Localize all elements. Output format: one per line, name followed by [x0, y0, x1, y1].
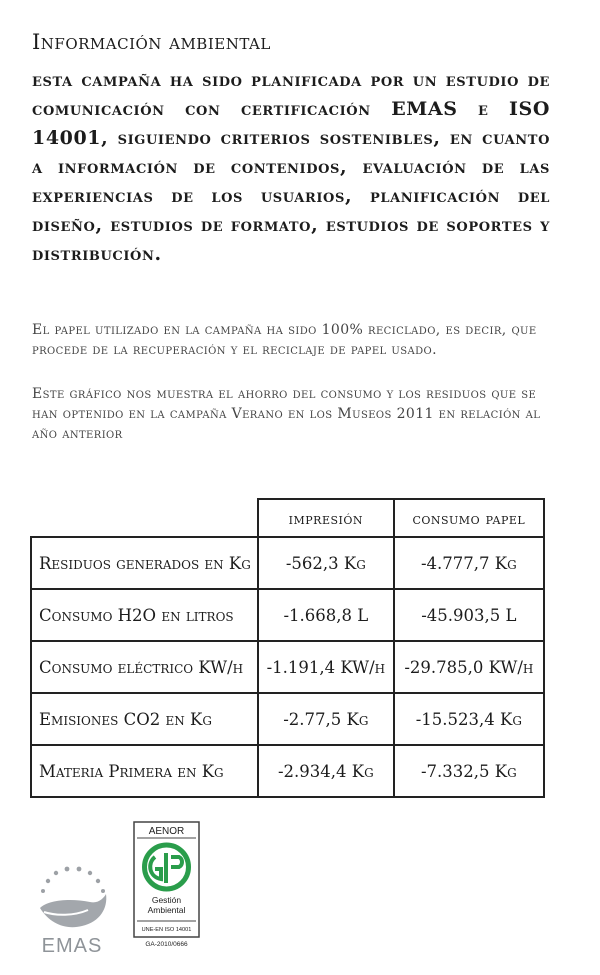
aenor-name: AENOR	[148, 826, 185, 837]
row-label: Consumo H2O en litros	[31, 589, 258, 641]
row-label: Consumo eléctrico KW/h	[31, 641, 258, 693]
aenor-line1: Gestión	[151, 895, 182, 905]
emas-leaf-icon	[40, 894, 106, 927]
intro-paragraph: esta campaña ha sido planificada por un estudio de comunicación con certificación EMAS e ISO 14001, siguiendo criterios sostenibles, en cuanto a información de contenidos, evaluación de las experiencias de los usuarios, planificación del diseño, estudios de formato, estudios de soportes y distribución.	[32, 69, 550, 265]
impresion-value: -2.934,4 Kg	[258, 745, 394, 797]
consumo-value: -45.903,5 L	[394, 589, 544, 641]
impresion-value: -2.77,5 Kg	[258, 693, 394, 745]
table-row	[31, 537, 544, 589]
consumo-value: -29.785,0 KW/h	[394, 641, 544, 693]
aenor-logo	[133, 821, 200, 949]
consumo-value: -15.523,4 Kg	[394, 693, 544, 745]
row-label: Materia Primera en Kg	[31, 745, 258, 797]
emas-logo-text: EMAS	[41, 935, 103, 956]
emas-stars-icon	[41, 867, 105, 893]
impresion-value: -1.191,4 KW/h	[258, 641, 394, 693]
row-label: Emisiones CO2 en Kg	[31, 693, 258, 745]
aenor-line2: Ambiental	[147, 905, 186, 915]
consumo-value: -4.777,7 Kg	[394, 537, 544, 589]
page-title: Información ambiental	[32, 30, 271, 54]
aenor-standard: UNE-EN ISO 14001	[141, 927, 192, 933]
emas-logo	[26, 864, 118, 956]
table-corner-cell	[31, 499, 258, 537]
consumo-value: -7.332,5 Kg	[394, 745, 544, 797]
impresion-value: -1.668,8 L	[258, 589, 394, 641]
recycled-paper-paragraph: El papel utilizado en la campaña ha sido 100% reciclado, es decir, que procede de la recuperación y el reciclaje de papel usado.	[32, 322, 537, 358]
table-header-row	[31, 499, 544, 537]
table-row	[31, 589, 544, 641]
table-row	[31, 745, 544, 797]
header-impresion: impresión	[258, 499, 394, 537]
savings-description-paragraph: Este gráfico nos muestra el ahorro del consumo y los residuos que se han optenido en la campaña Verano en los Museos 2011 en relación al año anterior	[32, 386, 541, 442]
environmental-savings-table	[30, 498, 545, 798]
row-label: Residuos generados en Kg	[31, 537, 258, 589]
impresion-value: -562,3 Kg	[258, 537, 394, 589]
aenor-code: GA-2010/0666	[145, 941, 188, 948]
header-consumo-papel: consumo papel	[394, 499, 544, 537]
table-row	[31, 693, 544, 745]
table-row	[31, 641, 544, 693]
